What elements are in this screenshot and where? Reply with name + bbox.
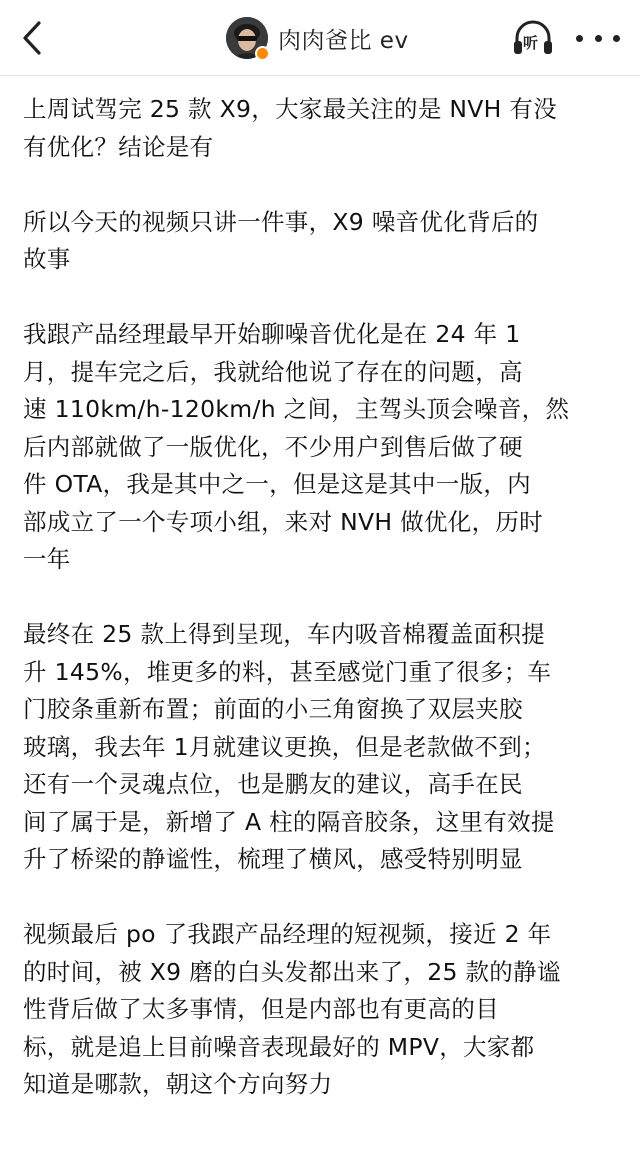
post-paragraph: 所以今天的视频只讲一件事，X9 噪音优化背后的 故事: [23, 207, 539, 273]
dot-icon: [576, 35, 583, 42]
post-paragraph: 我跟产品经理最早开始聊噪音优化是在 24 年 1 月，提车完之后，我就给他说了存在的问题，高 速 110km/h-120km/h 之间，主驾头顶会噪音，然 后内部就做了一版优化，不少用户到售后做了硬 件 OTA，我是其中之一，但是这是其中一版，内 部成立了一个专项小组，来对 NVH 做优化，历时 一年: [23, 320, 570, 573]
avatar[interactable]: [226, 17, 268, 59]
post-paragraph: 上周试驾完 25 款 X9，大家最关注的是 NVH 有没 有优化？结论是有: [23, 95, 558, 161]
author-name[interactable]: 肉肉爸比 ev: [278, 27, 409, 54]
dot-icon: [595, 35, 602, 42]
chevron-left-icon: [21, 21, 43, 55]
post-paragraph: 视频最后 po 了我跟产品经理的短视频，接近 2 年 的时间，被 X9 磨的白头发都出来了，25 款的静谧 性背后做了太多事情，但是内部也有更高的目 标，就是追上目前噪音表现最好的 MPV，大家都 知道是哪款，朝这个方向努力: [23, 920, 561, 1098]
post-body: [23, 91, 621, 1141]
dot-icon: [613, 35, 620, 42]
top-nav-bar: [0, 0, 640, 76]
verified-badge: [255, 46, 270, 61]
author-profile[interactable]: [226, 16, 409, 60]
listen-label: 听: [523, 34, 539, 52]
post-paragraph: 最终在 25 款上得到呈现，车内吸音棉覆盖面积提 升 145%，堆更多的料，甚至感觉门重了很多；车 门胶条重新布置；前面的小三角窗换了双层夹胶 玻璃，我去年 1月就建议更换，但是老款做不到； 还有一个灵魂点位，也是鹏友的建议，高手在民 间了属于是，新增了 A 柱的隔音胶条，这里有效提 升了桥梁的静谧性，梳理了横风，感受特别明显: [23, 620, 555, 873]
more-options-button[interactable]: [576, 22, 620, 54]
listen-button[interactable]: [511, 17, 555, 59]
back-button[interactable]: [14, 18, 50, 58]
